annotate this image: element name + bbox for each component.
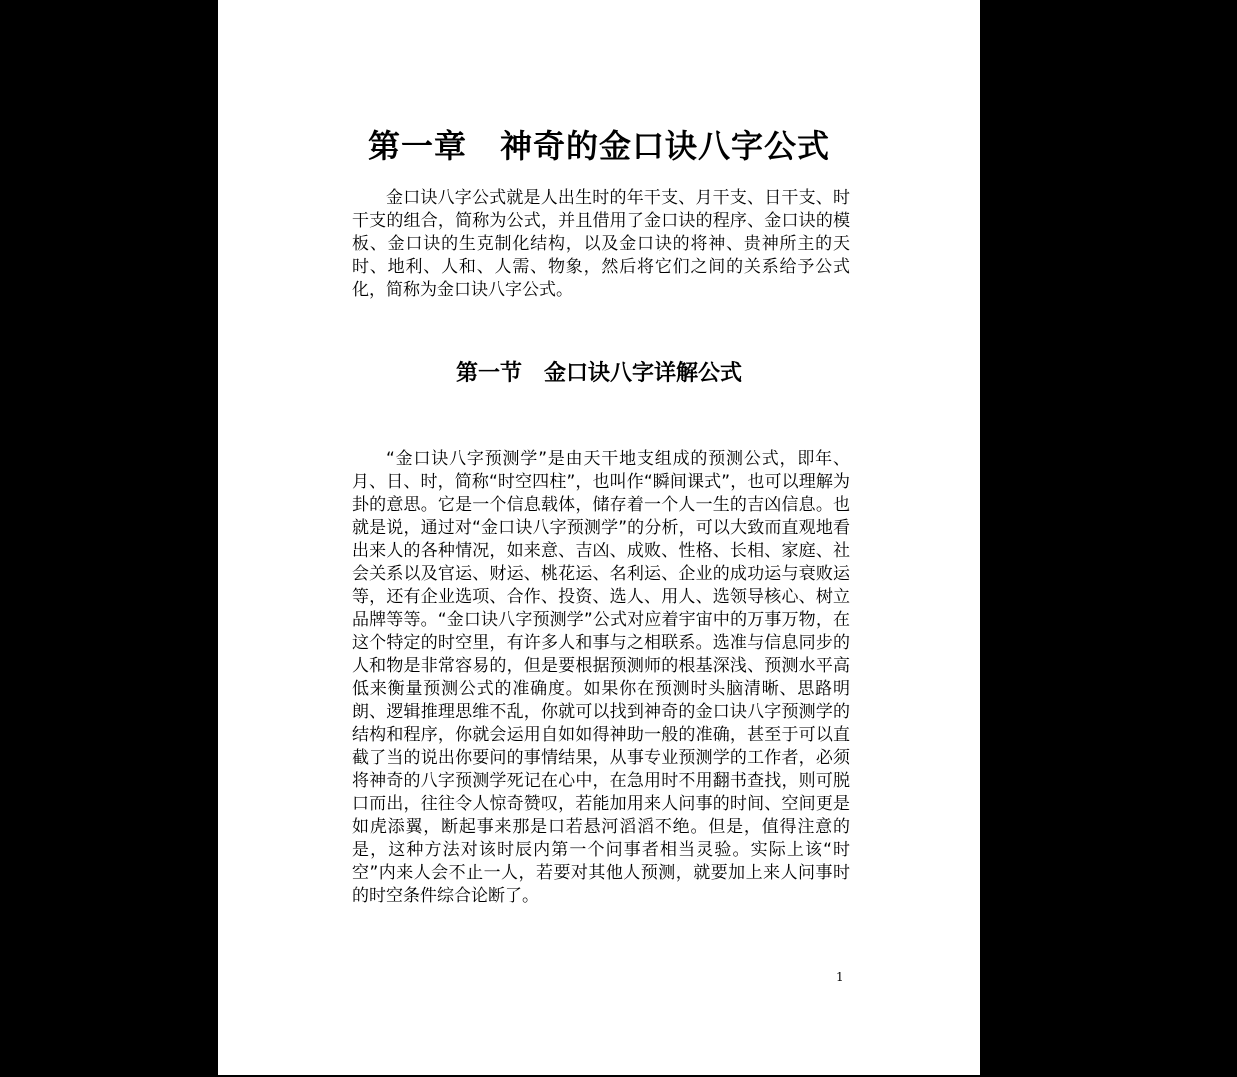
chapter-title: 第一章 神奇的金口诀八字公式 — [367, 127, 830, 165]
section-title: 第一节 金口诀八字详解公式 — [455, 361, 742, 386]
body-paragraph: “金口诀八字预测学”是由天干地支组成的预测公式，即年、月、日、时，简称“时空四柱”，也叫作“瞬间课式”，也可以理解为卦的意思。它是一个信息载体，储存着一个人一生的吉凶信息。也就是说，通过对“金口诀八字预测学”的分析，可以大致而直观地看出来人的各种情况，如来意、吉凶、成败、性格、长相、家庭、社会关系以及官运、财运、桃花运、名利运、企业的成功运与衰败运等，还有企业选项、合作、投资、选人、用人、选领导核心、树立品牌等等。“金口诀八字预测学”公式对应着宇宙中的万事万物，在这个特定的时空里，有许多人和事与之相联系。选准与信息同步的人和物是非常容易的，但是要根据预测师的根基深浅、预测水平高低来衡量预测公式的准确度。如果你在预测时头脑清晰、思路明朗、逻辑推理思维不乱，你就可以找到神奇的金口诀八字预测学的结构和程序，你就会运用自如如得神助一般的准确，甚至于可以直截了当的说出你要问的事情结果，从事专业预测学的工作者，必须将神奇的八字预测学死记在心中，在急用时不用翻书查找，则可脱口而出，往往令人惊奇赞叹，若能加用来人问事的时间、空间更是如虎添翼，断起事来那是口若悬河滔滔不绝。但是，值得注意的是，这种方法对该时辰内第一个问事者相当灵验。实际上该“时空”内来人会不止一人，若要对其他人预测，就要加上来人问事时的时空条件综合论断了。 — [352, 449, 850, 906]
document-page[interactable] — [218, 0, 980, 1075]
page-number: 1 — [836, 970, 844, 984]
intro-paragraph: 金口诀八字公式就是人出生时的年干支、月干支、日干支、时干支的组合，简称为公式，并且借用了金口诀的程序、金口诀的模板、金口诀的生克制化结构，以及金口诀的将神、贵神所主的天时、地利、人和、人需、物象，然后将它们之间的关系给予公式化，简称为金口诀八字公式。 — [352, 188, 850, 300]
